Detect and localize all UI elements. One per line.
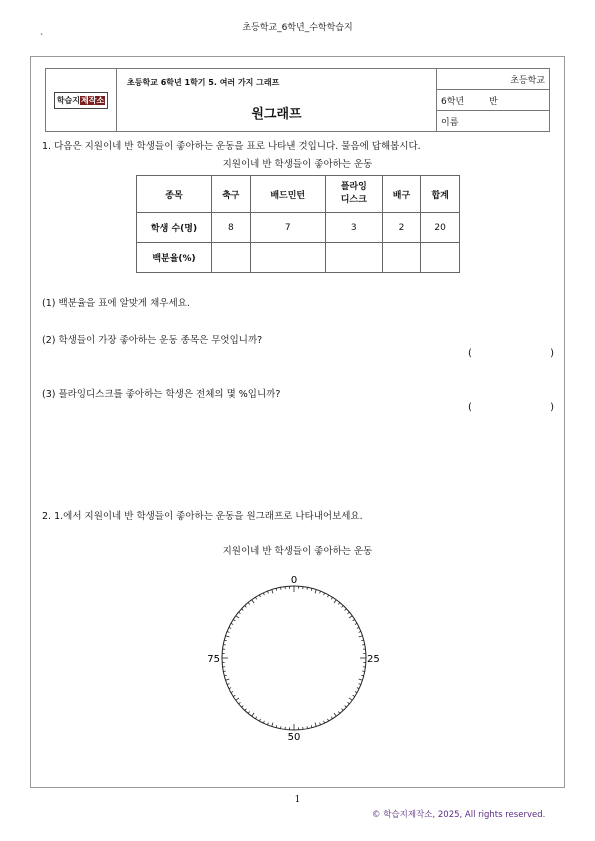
graph-tick <box>349 616 352 618</box>
graph-tick <box>239 702 241 704</box>
graph-tick <box>348 612 350 614</box>
graph-tick <box>359 636 363 637</box>
graph-tick <box>315 723 316 727</box>
graph-tick <box>338 603 340 605</box>
graph-tick <box>227 684 229 685</box>
table-cell: 20 <box>421 213 460 243</box>
graph-circle <box>222 586 366 730</box>
sub-question-1: (1) 백분율을 표에 알맞게 채우세요. <box>42 298 190 309</box>
graph-tick <box>263 721 264 723</box>
table-cell: 플라잉 디스크 <box>325 176 382 213</box>
graph-tick <box>324 721 325 723</box>
graph-tick <box>255 597 256 599</box>
page-number: 1 <box>294 795 301 805</box>
graph-tick <box>345 706 347 708</box>
graph-tick <box>357 688 359 689</box>
graph-tick <box>353 619 355 620</box>
answer-blank-2[interactable] <box>468 348 554 359</box>
table-cell: 종목 <box>137 176 212 213</box>
question-1-text: 1. 다음은 지원이네 반 학생들이 좋아하는 운동을 표로 나타낸 것입니다. 물음에 답해봅시다. <box>42 141 421 152</box>
table-cell: 2 <box>382 213 421 243</box>
graph-tick <box>349 698 352 700</box>
graph-tick <box>315 590 316 594</box>
graph-tick <box>242 609 244 611</box>
graph-tick <box>229 688 231 689</box>
graph-tick <box>359 679 363 680</box>
table-cell: 백분율(%) <box>137 243 212 273</box>
graph-tick <box>245 709 247 711</box>
graph-tick <box>226 679 230 680</box>
graph-tick <box>342 606 344 608</box>
graph-tick <box>239 612 241 614</box>
graph-tick <box>272 723 273 727</box>
blank-circle-graph[interactable] <box>180 560 410 750</box>
copyright-notice: © 학습지제작소, 2025, All rights reserved. <box>372 810 546 820</box>
graph-tick <box>259 719 260 721</box>
table-cell: 배드민턴 <box>250 176 325 213</box>
table-header-row <box>137 176 460 213</box>
logo-cell <box>46 69 117 132</box>
graph-tick <box>242 706 244 708</box>
percent-input-cell[interactable] <box>421 243 460 273</box>
paren-open: ( <box>468 402 472 413</box>
table-cell: 합계 <box>421 176 460 213</box>
sports-table <box>136 175 460 273</box>
school-field[interactable] <box>437 69 550 90</box>
table-row <box>137 213 460 243</box>
percent-input-cell[interactable] <box>382 243 421 273</box>
table-cell: 8 <box>212 213 251 243</box>
graph-tick <box>248 712 250 714</box>
graph-tick <box>331 717 332 719</box>
graph-tick <box>227 631 229 632</box>
label-25: 25 <box>367 654 380 665</box>
graph-tick <box>231 691 233 692</box>
graph-tick <box>357 627 359 628</box>
label-75: 75 <box>207 654 220 665</box>
graph-tick <box>327 719 328 721</box>
label-0: 0 <box>290 575 298 586</box>
graph-tick <box>353 695 355 696</box>
table-caption: 지원이네 반 학생들이 좋아하는 운동 <box>222 159 373 170</box>
paren-close: ) <box>550 348 554 359</box>
sub-question-3: (3) 플라잉디스크를 좋아하는 학생은 전체의 몇 %입니까? <box>42 389 281 400</box>
graph-tick <box>252 713 254 716</box>
grade-class-field[interactable] <box>437 90 550 111</box>
name-field[interactable] <box>437 111 550 132</box>
answer-blank-3[interactable] <box>468 402 554 413</box>
graph-ticks <box>222 586 366 730</box>
graph-tick <box>359 684 361 685</box>
table-cell: 7 <box>250 213 325 243</box>
graph-tick <box>236 698 239 700</box>
page-title: 원그래프 <box>251 107 302 122</box>
graph-tick <box>324 593 325 595</box>
graph-tick <box>267 723 268 725</box>
school-label: 초등학교 <box>510 75 545 86</box>
graph-tick <box>259 595 260 597</box>
table-cell: 배구 <box>382 176 421 213</box>
paren-open: ( <box>468 348 472 359</box>
paren-close: ) <box>550 402 554 413</box>
graph-tick <box>255 717 256 719</box>
graph-tick <box>342 709 344 711</box>
percent-input-cell[interactable] <box>250 243 325 273</box>
document-title: 초등학교_6학년_수학학습지 <box>242 23 353 33</box>
publisher-logo: 학습지제작소 <box>54 92 108 109</box>
graph-tick <box>233 695 235 696</box>
graph-tick <box>252 600 254 603</box>
table-cell: 학생 수(명) <box>137 213 212 243</box>
unit-title: 초등학교 6학년 1학기 5. 여러 가지 그래프 <box>127 78 280 87</box>
graph-tick <box>236 616 239 618</box>
graph-tick <box>233 619 235 620</box>
graph-tick <box>267 591 268 593</box>
graph-tick <box>245 606 247 608</box>
graph-tick <box>355 691 357 692</box>
class-label: 반 <box>489 96 498 107</box>
graph-tick <box>231 623 233 624</box>
graph-tick <box>348 702 350 704</box>
tick-mark: ` <box>40 33 44 42</box>
title-cell <box>117 69 437 132</box>
percent-input-cell[interactable] <box>325 243 382 273</box>
grade-label: 6학년 <box>441 96 465 107</box>
table-cell: 3 <box>325 213 382 243</box>
graph-tick <box>338 712 340 714</box>
graph-tick <box>320 723 321 725</box>
graph-tick <box>334 600 336 603</box>
name-label: 이름 <box>441 117 459 128</box>
graph-tick <box>359 631 361 632</box>
worksheet-header <box>45 68 550 132</box>
label-50: 50 <box>287 732 301 743</box>
graph-tick <box>248 603 250 605</box>
table-row <box>137 243 460 273</box>
graph-tick <box>331 597 332 599</box>
graph-tick <box>327 595 328 597</box>
graph-caption: 지원이네 반 학생들이 좋아하는 운동 <box>222 546 373 557</box>
graph-tick <box>229 627 231 628</box>
graph-tick <box>334 713 336 716</box>
question-2-text: 2. 1.에서 지원이네 반 학생들이 좋아하는 운동을 원그래프로 나타내어보세요. <box>42 511 363 522</box>
graph-tick <box>272 590 273 594</box>
percent-input-cell[interactable] <box>212 243 251 273</box>
sub-question-2: (2) 학생들이 가장 좋아하는 운동 종목은 무엇입니까? <box>42 335 263 346</box>
graph-tick <box>263 593 264 595</box>
graph-tick <box>355 623 357 624</box>
graph-tick <box>226 636 230 637</box>
graph-tick <box>320 591 321 593</box>
graph-tick <box>345 609 347 611</box>
table-cell: 축구 <box>212 176 251 213</box>
